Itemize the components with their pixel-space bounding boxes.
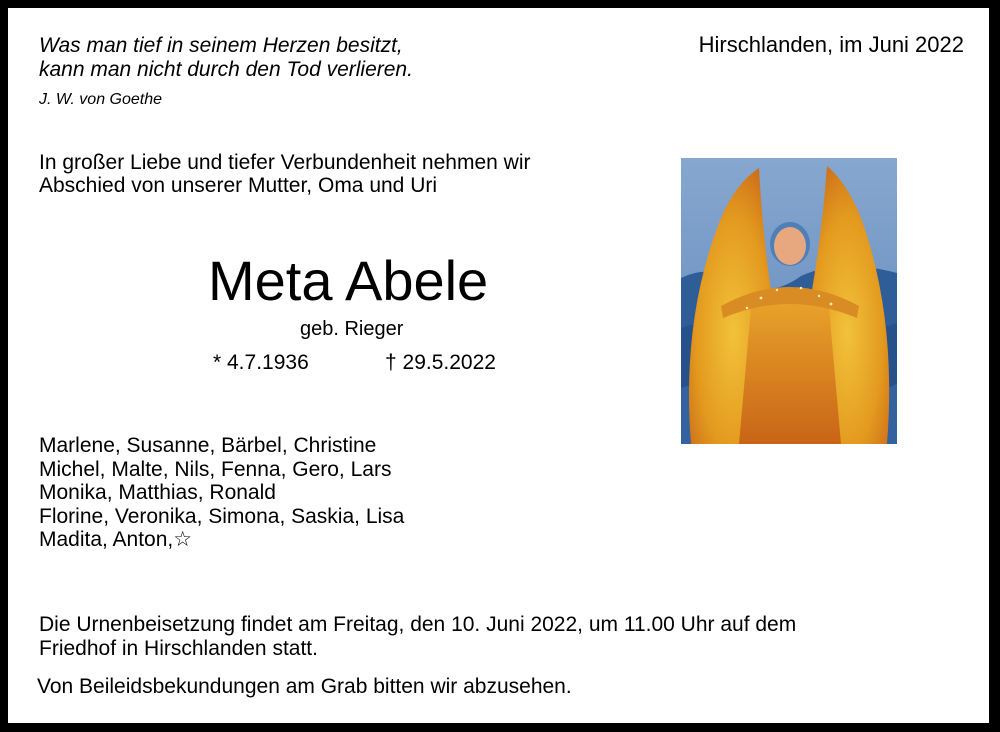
obituary-card [8,8,989,723]
intro-line-1: In großer Liebe und tiefer Verbundenheit nehmen wir [39,151,531,174]
deceased-name: Meta Abele [208,249,489,312]
intro-line-2: Abschied von unserer Mutter, Oma und Uri [39,174,438,197]
mourners-list [39,434,404,552]
death-date: † 29.5.2022 [385,351,496,374]
goethe-quote [39,34,413,82]
quote-author: J. W. von Goethe [39,91,163,108]
place-date: Hirschlanden, im Juni 2022 [698,32,964,57]
maiden-name: geb. Rieger [300,318,404,340]
mourners-line: Madita, Anton,☆ [39,528,193,552]
mourners-line: Monika, Matthias, Ronald [39,481,276,505]
mourners-line: Michel, Malte, Nils, Fenna, Gero, Lars [39,457,392,481]
angel-painting [681,158,897,444]
burial-line-2: Friedhof in Hirschlanden statt. [39,637,318,660]
burial-line-1: Die Urnenbeisetzung findet am Freitag, den 10. Juni 2022, um 11.00 Uhr auf dem [39,613,797,636]
intro-text [39,151,530,197]
burial-notice [39,613,796,661]
mourners-line: Marlene, Susanne, Bärbel, Christine [39,434,377,457]
mourners-line: Florine, Veronika, Simona, Saskia, Lisa [39,504,405,528]
condolences-note: Von Beileidsbekundungen am Grab bitten wir abzusehen. [37,675,572,698]
robe [739,296,841,445]
quote-line-1: Was man tief in seinem Herzen besitzt, [39,34,403,57]
quote-line-2: kann man nicht durch den Tod verlieren. [39,58,413,81]
face [774,227,806,265]
birth-date: * 4.7.1936 [213,351,309,374]
